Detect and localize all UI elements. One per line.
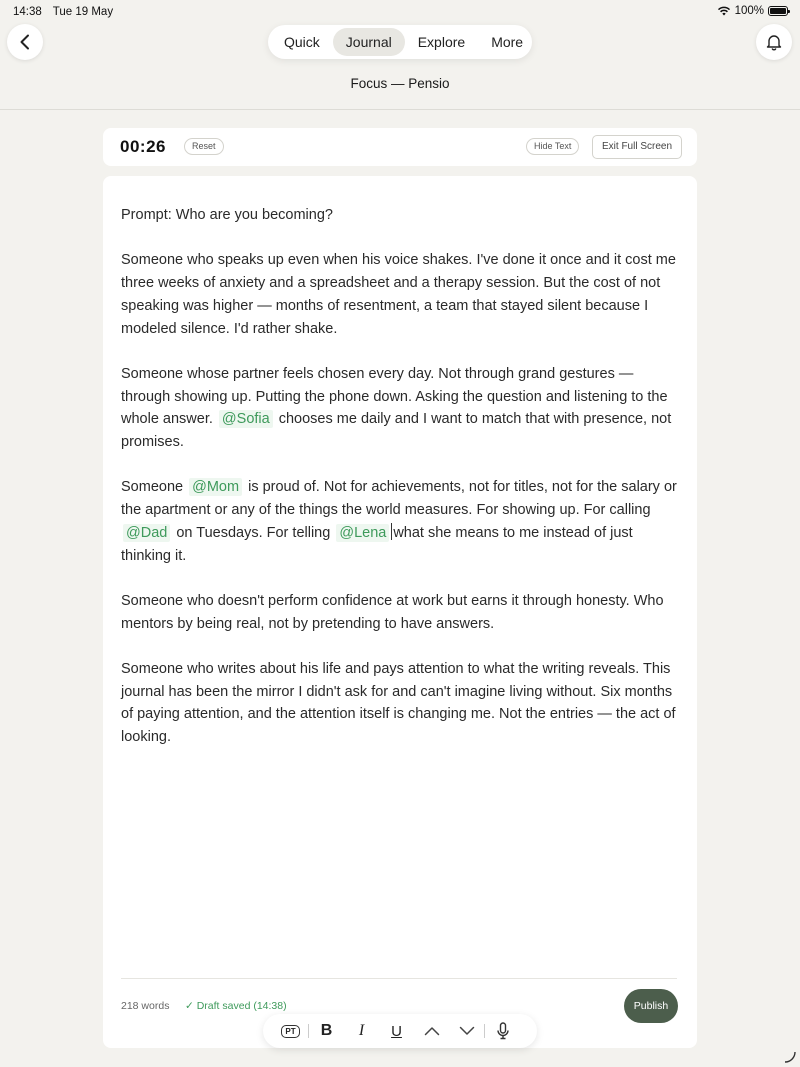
bell-icon (765, 33, 783, 51)
paragraph: Someone who speaks up even when his voice shakes. I've done it once and it cost me three weeks of anxiety and a spreadsheet and a therapy session. But the cost of not speaking was higher — months of resentment, a team that stayed silent because I modeled silence. I'd rather shake. (121, 252, 676, 337)
paragraph (121, 363, 681, 454)
dictation-button[interactable] (485, 1016, 520, 1046)
mention-tag[interactable]: @Sofia (219, 410, 273, 428)
paragraph-text: is proud of. Not for achievements, not for titles, not for the salary or the apartment or any of the things the world measures. For showing up. For calling (121, 479, 677, 519)
tab-explore[interactable]: Explore (417, 34, 466, 50)
paragraph: Someone who doesn't perform confidence at work but earns it through honesty. Who mentors by being real, not by pretending to have answers. (121, 592, 664, 632)
publish-button[interactable]: Publish (624, 989, 678, 1023)
tab-journal[interactable]: Journal (333, 28, 405, 56)
bold-button[interactable] (309, 1016, 344, 1046)
word-count: 218 words (121, 1000, 170, 1012)
microphone-icon (496, 1022, 510, 1040)
mention-tag[interactable]: @Lena (336, 524, 389, 542)
battery-icon (768, 6, 788, 16)
prompt-line: Prompt: Who are you becoming? (121, 207, 333, 223)
chevron-left-icon (19, 34, 31, 50)
italic-icon: I (358, 1022, 365, 1039)
notifications-button[interactable] (756, 24, 792, 60)
hide-text-button[interactable]: Hide Text (526, 138, 579, 155)
paragraph (121, 476, 681, 567)
paragraph: Someone who writes about his life and pays attention to what the writing reveals. This journal has been the mirror I didn't ask for and can't imagine living without. Six months of paying attention, and the attention itself is changing me. Not the entries — the act of looking. (121, 660, 676, 746)
header-divider (0, 109, 800, 110)
mention-tag[interactable]: @Dad (123, 524, 170, 542)
page-title: Focus — Pensio (350, 76, 450, 91)
editor-text[interactable] (121, 204, 681, 771)
status-right (717, 5, 788, 17)
battery-percent: 100% (734, 5, 764, 17)
mention-tag[interactable]: @Mom (189, 478, 242, 496)
underline-button[interactable] (379, 1016, 414, 1046)
status-date: Tue 19 May (52, 6, 114, 18)
paragraph-text: chooses me daily and I want to match that with presence, not promises. (121, 411, 672, 450)
exit-full-screen-button[interactable]: Exit Full Screen (592, 135, 682, 159)
timer-display: 00:26 (120, 137, 166, 156)
bold-icon: B (320, 1022, 333, 1039)
chevron-up-icon (424, 1026, 440, 1036)
tab-quick[interactable]: Quick (284, 34, 320, 50)
paragraph-text: what she means to me instead of just thinking it. (121, 524, 633, 564)
paragraph-text: Someone whose partner feels chosen every day. Not through grand gestures — through showing up. Putting the phone down. Asking the question and listening to the whole answer. (121, 365, 668, 428)
resize-handle-icon[interactable] (784, 1051, 796, 1063)
status-bar (0, 0, 800, 24)
main-tabs (268, 25, 532, 59)
status-left (13, 6, 121, 18)
wifi-icon (717, 6, 731, 16)
chevron-down-icon (459, 1026, 475, 1036)
reset-button[interactable]: Reset (184, 138, 224, 155)
editor-footer-divider (121, 978, 677, 979)
journal-editor[interactable] (103, 176, 697, 1048)
tab-more[interactable]: More (491, 34, 524, 50)
status-time: 14:38 (13, 6, 42, 18)
draft-status: ✓ Draft saved (14:38) (185, 1000, 287, 1012)
italic-button[interactable] (344, 1016, 379, 1046)
pt-icon: PT (281, 1025, 299, 1038)
timer-bar (103, 128, 697, 166)
paragraph-text: on Tuesdays. For telling (176, 524, 331, 541)
paragraph-text: Someone (121, 479, 184, 496)
move-up-button[interactable] (414, 1016, 449, 1046)
underline-icon: U (391, 1022, 402, 1040)
move-down-button[interactable] (449, 1016, 484, 1046)
format-toolbar (263, 1014, 537, 1048)
paragraph-type-button[interactable] (273, 1016, 308, 1046)
back-button[interactable] (7, 24, 43, 60)
